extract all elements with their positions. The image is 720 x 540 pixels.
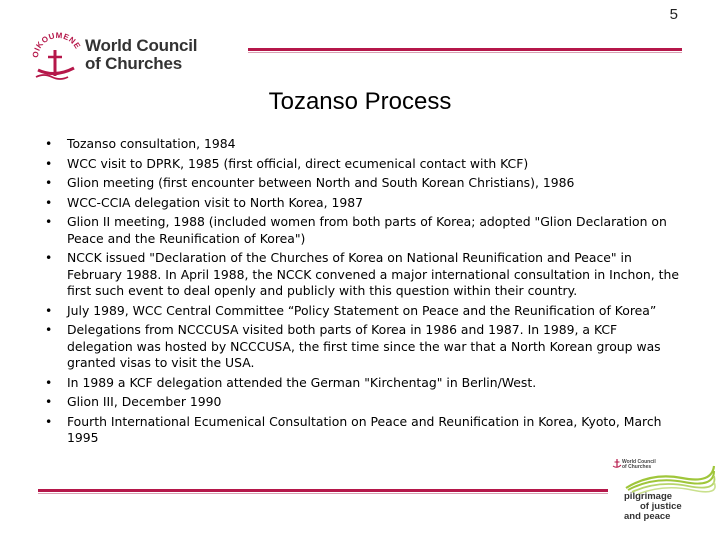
pilgrimage-line2: of justice	[640, 501, 682, 512]
logo-arc-text: OIKOUMENE	[30, 30, 83, 59]
bullet-item: • Tozanso consultation, 1984	[45, 136, 236, 151]
bullet-item: • Fourth International Ecumenical Consultation on Peace and Reunification in Korea, Kyoto, March 1995	[45, 413, 662, 445]
page-number: 5	[669, 6, 678, 23]
bullet-list	[45, 136, 685, 450]
bullet-item: • Glion II meeting, 1988 (included women from both parts of Korea; adopted "Glion Declaration on Peace and the Reunification of Korea")	[45, 214, 667, 246]
bullet-item: • Delegations from NCCCUSA visited both parts of Korea in 1986 and 1987. In 1989, a KCF delegation was hosted by NCCCUSA, the first time since the war that a North Korean group was granted visas to visit the USA.	[45, 322, 661, 370]
pilgrimage-mini-line1: World Council	[622, 459, 656, 465]
svg-text:OIKOUMENE	[31, 31, 83, 59]
bullet-item: • In 1989 a KCF delegation attended the German "Kirchentag" in Berlin/West.	[45, 374, 537, 390]
bottom-divider	[38, 489, 608, 492]
wcc-logo	[30, 28, 230, 84]
bottom-divider-thin	[38, 493, 608, 494]
logo-name-line1: World Council	[85, 36, 198, 55]
top-divider-thin	[248, 52, 682, 53]
pilgrimage-line1: pilgrimage	[624, 491, 673, 502]
bullet-item: • WCC-CCIA delegation visit to North Korea, 1987	[45, 194, 364, 210]
bullet-item: • WCC visit to DPRK, 1985 (first official, direct ecumenical contact with KCF)	[45, 155, 529, 171]
pilgrimage-logo	[612, 458, 716, 536]
bullet-item: • Glion III, December 1990	[45, 394, 222, 409]
top-divider	[248, 48, 682, 51]
logo-name-line2: of Churches	[85, 54, 182, 73]
bullet-item: • July 1989, WCC Central Committee “Policy Statement on Peace and the Reunification of Korea”	[45, 302, 657, 318]
bullet-item: • NCCK issued "Declaration of the Churches of Korea on National Reunification and Peace" in February 1988. In April 1988, the NCCK convened a major international consultation in Inchon, the first such event to deal openly and publicly with this question within their country.	[45, 250, 679, 298]
wcc-emblem-icon	[30, 28, 86, 84]
pilgrimage-mini-line2: of Churches	[622, 464, 652, 470]
slide-title: Tozanso Process	[268, 88, 452, 115]
bullet-item: • Glion meeting (first encounter between North and South Korean Christians), 1986	[45, 175, 575, 190]
pilgrimage-line3: and peace	[624, 511, 671, 522]
